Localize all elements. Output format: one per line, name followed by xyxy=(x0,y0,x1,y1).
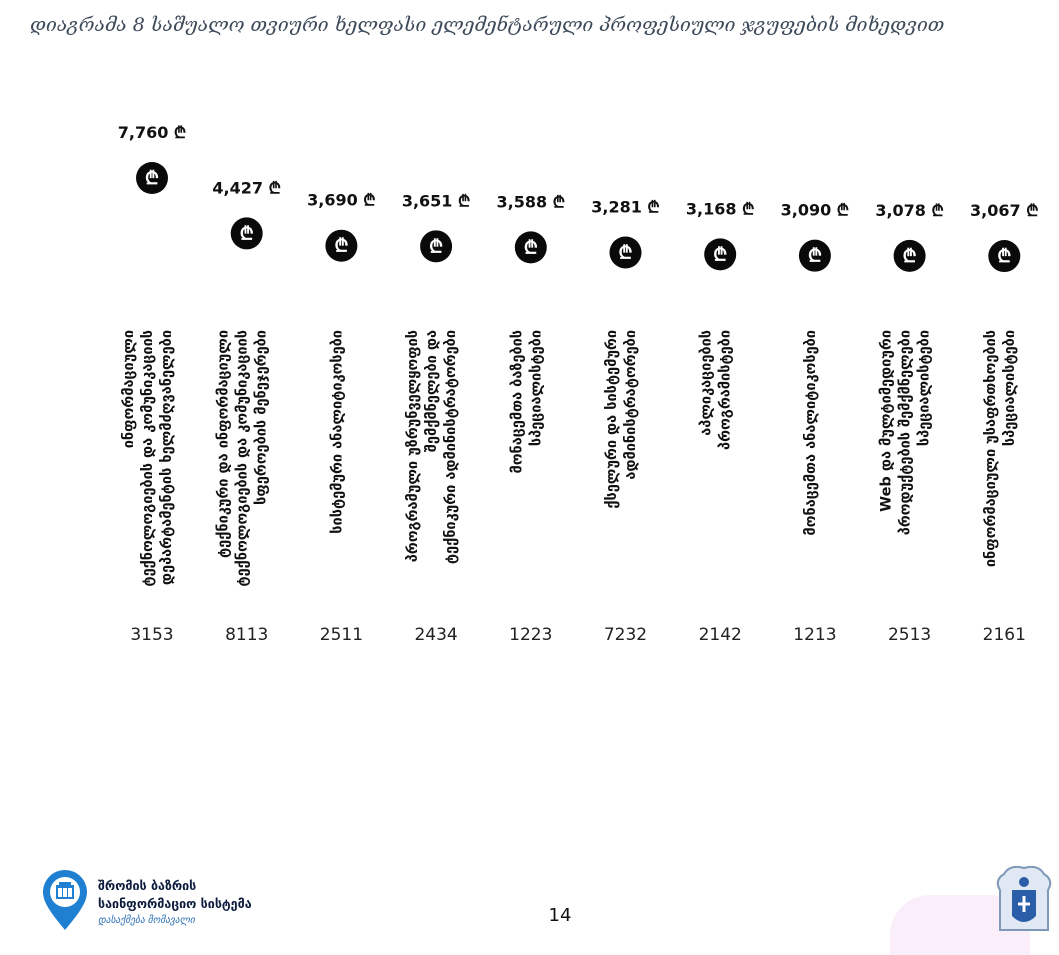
page-number: 14 xyxy=(548,905,572,926)
count-label: 2142 xyxy=(698,625,742,645)
currency-icon: ₾ xyxy=(334,235,349,257)
currency-icon: ₾ xyxy=(902,245,917,267)
org-name-line2: საინფორმაციო სისტემა xyxy=(98,896,252,911)
category-label: პროგრამული უზრუნველყოფის xyxy=(405,329,422,563)
category-label: სპეციალისტები xyxy=(916,330,933,447)
page-title: დიაგრამა 8 საშუალო თვიური ხელფასი ელემენტარული პროფესიული ჯგუფების მიხედვით xyxy=(30,14,945,36)
value-label: 3,651 ₾ xyxy=(401,191,471,211)
count-label: 2511 xyxy=(319,625,364,645)
currency-icon: ₾ xyxy=(807,245,822,267)
value-label: 3,078 ₾ xyxy=(875,200,944,220)
currency-icon: ₾ xyxy=(713,244,728,266)
count-label: 3153 xyxy=(130,625,174,645)
category-label: აპლიკაციების xyxy=(698,330,715,436)
currency-icon: ₾ xyxy=(145,168,159,189)
org-name-line1: შრომის ბაზრის xyxy=(98,878,197,893)
category-label: მონაცემთა ანალიტიკოსები xyxy=(802,330,819,536)
category-label: ტექნიკური და ინფორმაციული xyxy=(215,330,232,558)
category-label: ინფორმაციული xyxy=(121,330,137,449)
category-label: პროდუქტების შემქმნელები xyxy=(897,330,914,536)
coat-of-arms-icon xyxy=(990,860,1059,940)
value-label: 3,067 ₾ xyxy=(970,201,1039,221)
category-label: ტექნოლოგიების და კომუნიკაციის xyxy=(234,330,251,587)
category-label: ადმინისტრატორები xyxy=(623,330,639,480)
value-label: 3,690 ₾ xyxy=(307,190,376,210)
category-label: პროგრამისტები xyxy=(717,330,734,450)
category-label: სფეროების მენეჯერები xyxy=(253,330,270,505)
value-label: 3,588 ₾ xyxy=(496,192,566,212)
count-label: 1213 xyxy=(793,625,837,645)
org-logo xyxy=(40,868,290,938)
category-label: ინფორმაციული უსაფრთხოების xyxy=(982,330,999,568)
count-label: 8113 xyxy=(225,625,269,645)
currency-icon: ₾ xyxy=(239,223,254,245)
count-label: 1223 xyxy=(509,625,553,645)
value-label: 4,427 ₾ xyxy=(212,178,281,198)
value-label: 3,281 ₾ xyxy=(591,197,660,217)
currency-icon: ₾ xyxy=(429,236,444,258)
category-label: დეპარტამენტის ხელმძღვანელები xyxy=(159,330,175,586)
category-label: ქსელური და სისტემური xyxy=(604,330,620,509)
category-label: ტექნოლოგიების და კომუნიკაციის xyxy=(140,330,156,587)
category-label: შემქმნელები და xyxy=(424,329,441,453)
category-label: ტექნიკური ადმინისტრატორები xyxy=(443,329,460,565)
category-label: Web და მულტიმედიური xyxy=(878,330,895,512)
category-label: სპეციალისტები xyxy=(528,330,545,447)
value-label: 3,090 ₾ xyxy=(780,200,850,220)
category-label: სპეციალისტები xyxy=(1001,330,1018,447)
map-pin-logo-icon xyxy=(40,868,90,932)
count-label: 7232 xyxy=(603,625,648,645)
value-label: 3,168 ₾ xyxy=(685,199,755,219)
count-label: 2513 xyxy=(887,625,932,645)
count-label: 2161 xyxy=(982,625,1026,645)
value-label: 7,760 ₾ xyxy=(117,123,187,142)
count-label: 2434 xyxy=(414,625,458,645)
currency-icon: ₾ xyxy=(618,242,633,264)
org-tagline: დასაქმება მომავალი xyxy=(98,915,195,926)
currency-icon: ₾ xyxy=(523,237,538,259)
category-label: მონაცემთა ბაზების xyxy=(509,330,526,474)
category-label: სისტემური ანალიტიკოსები xyxy=(329,330,346,534)
currency-icon: ₾ xyxy=(997,246,1012,268)
